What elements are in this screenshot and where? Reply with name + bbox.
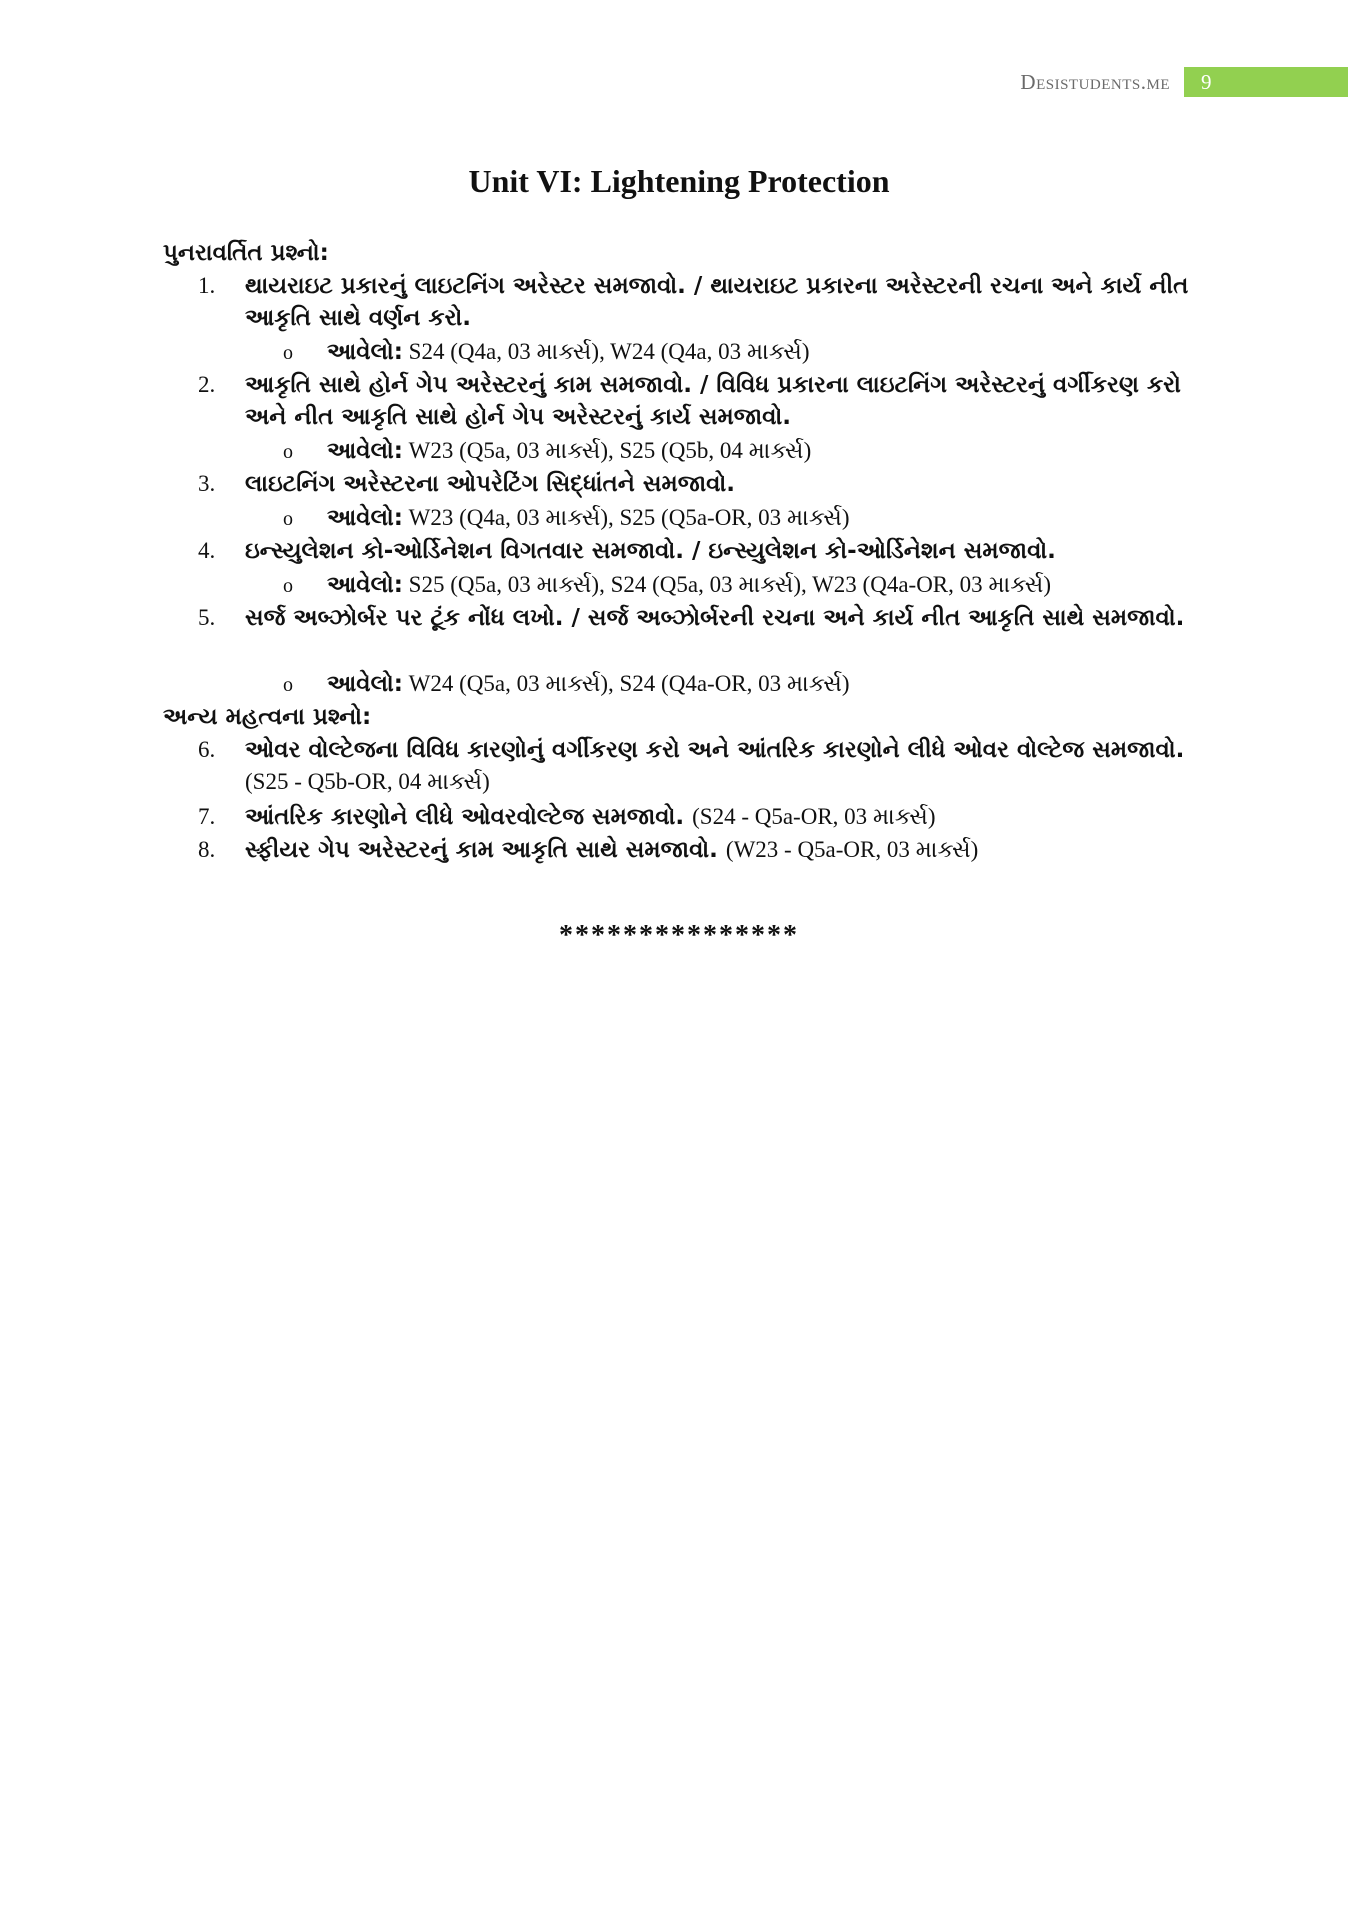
site-name: Desistudents.me [1020,69,1170,94]
question-text: સર્જ અબ્ઝોર્બર પર ટૂંક નોંધ લખો. / સર્જ અબ્ઝોર્બરની રચના અને કાર્ય નીત આકૃતિ સાથે સમજાવો. [245,605,1185,631]
appeared-refs: S24 (Q4a, 03 માર્ક્સ), W24 (Q4a, 03 માર્ક્સ) [408,339,810,364]
question-number: 5. [198,605,216,630]
appeared-refs: W23 (Q4a, 03 માર્ક્સ), S25 (Q5a-OR, 03 માર્ક્સ) [408,505,850,530]
page-number: 9 [1184,67,1348,97]
question-body: સ્ફીયર ગેપ અરેસ્ટરનું કામ આકૃતિ સાથે સમજાવો. [245,837,718,863]
question-number: 4. [198,538,216,563]
question-body: ઓવર વોલ્ટેજના વિવિધ કારણોનું વર્ગીકરણ કરો અને આંતરિક કારણોને લીધે ઓવર વોલ્ટેજ સમજાવો. [245,737,1185,763]
other-important-questions-heading: અન્ય મહત્વના પ્રશ્નો: [163,704,372,730]
question-item [198,834,1198,866]
question-text [245,734,1198,798]
question-number: 6. [198,737,216,762]
question-body: આંતરિક કારણોને લીધે ઓવરવોલ્ટેજ સમજાવો. [245,804,685,830]
question-number: 2. [198,372,216,397]
appeared-line [283,505,850,531]
question-text: ઇન્સ્યુલેશન કો-ઓર્ડિનેશન વિગતવાર સમજાવો. / ઇન્સ્યુલેશન કો-ઓર્ડિનેશન સમજાવો. [245,538,1056,564]
question-item [198,369,1198,433]
appeared-label: આવેલો: [327,572,403,598]
question-number: 7. [198,804,216,829]
repeated-questions-heading: પુનરાવર્તિત પ્રશ્નો: [163,240,329,266]
appeared-label: આવેલો: [327,671,403,697]
question-item [198,801,1198,833]
question-number: 1. [198,273,216,298]
question-text: આકૃતિ સાથે હોર્ન ગેપ અરેસ્ટરનું કામ સમજાવો. / વિવિધ પ્રકારના લાઇટનિંગ અરેસ્ટરનું વર્ગીકરણ કરો અને નીત આકૃતિ સાથે હોર્ન ગેપ અરેસ્ટરનું કાર્ય સમજાવો. [245,372,1181,430]
appeared-refs: S25 (Q5a, 03 માર્ક્સ), S24 (Q5a, 03 માર્ક્સ), W23 (Q4a-OR, 03 માર્ક્સ) [408,572,1052,597]
question-item [198,270,1198,334]
question-item [198,468,1198,500]
question-text [245,834,1198,866]
appeared-line [283,671,850,697]
question-ref: (S24 - Q5a-OR, 03 માર્ક્સ) [692,804,936,829]
bullet: o [283,441,293,463]
question-ref: (S25 - Q5b-OR, 04 માર્ક્સ) [245,769,490,794]
question-text [245,801,1198,833]
question-number: 3. [198,471,216,496]
question-ref: (W23 - Q5a-OR, 03 માર્ક્સ) [725,837,979,862]
appeared-label: આવેલો: [327,339,403,365]
bullet: o [283,674,293,696]
page-title: Unit VI: Lightening Protection [468,163,890,199]
bullet: o [283,508,293,530]
appeared-line [283,438,811,464]
appeared-label: આવેલો: [327,438,403,464]
question-item [198,734,1198,798]
appeared-refs: W23 (Q5a, 03 માર્ક્સ), S25 (Q5b, 04 માર્ક્સ) [408,438,812,463]
question-item [198,602,1198,634]
page-header [1020,67,1348,97]
end-separator: *************** [559,920,799,951]
bullet: o [283,342,293,364]
question-text: થાયરાઇટ પ્રકારનું લાઇટનિંગ અરેસ્ટર સમજાવો. / થાયરાઇટ પ્રકારના અરેસ્ટરની રચના અને કાર્ય નીત આકૃતિ સાથે વર્ણન કરો. [245,273,1189,331]
question-item [198,535,1198,567]
appeared-line [283,572,1051,598]
appeared-line [283,339,810,365]
question-number: 8. [198,837,216,862]
question-text: લાઇટનિંગ અરેસ્ટરના ઓપરેટિંગ સિદ્ધાંતને સમજાવો. [245,471,736,497]
appeared-refs: W24 (Q5a, 03 માર્ક્સ), S24 (Q4a-OR, 03 માર્ક્સ) [408,671,850,696]
bullet: o [283,575,293,597]
appeared-label: આવેલો: [327,505,403,531]
